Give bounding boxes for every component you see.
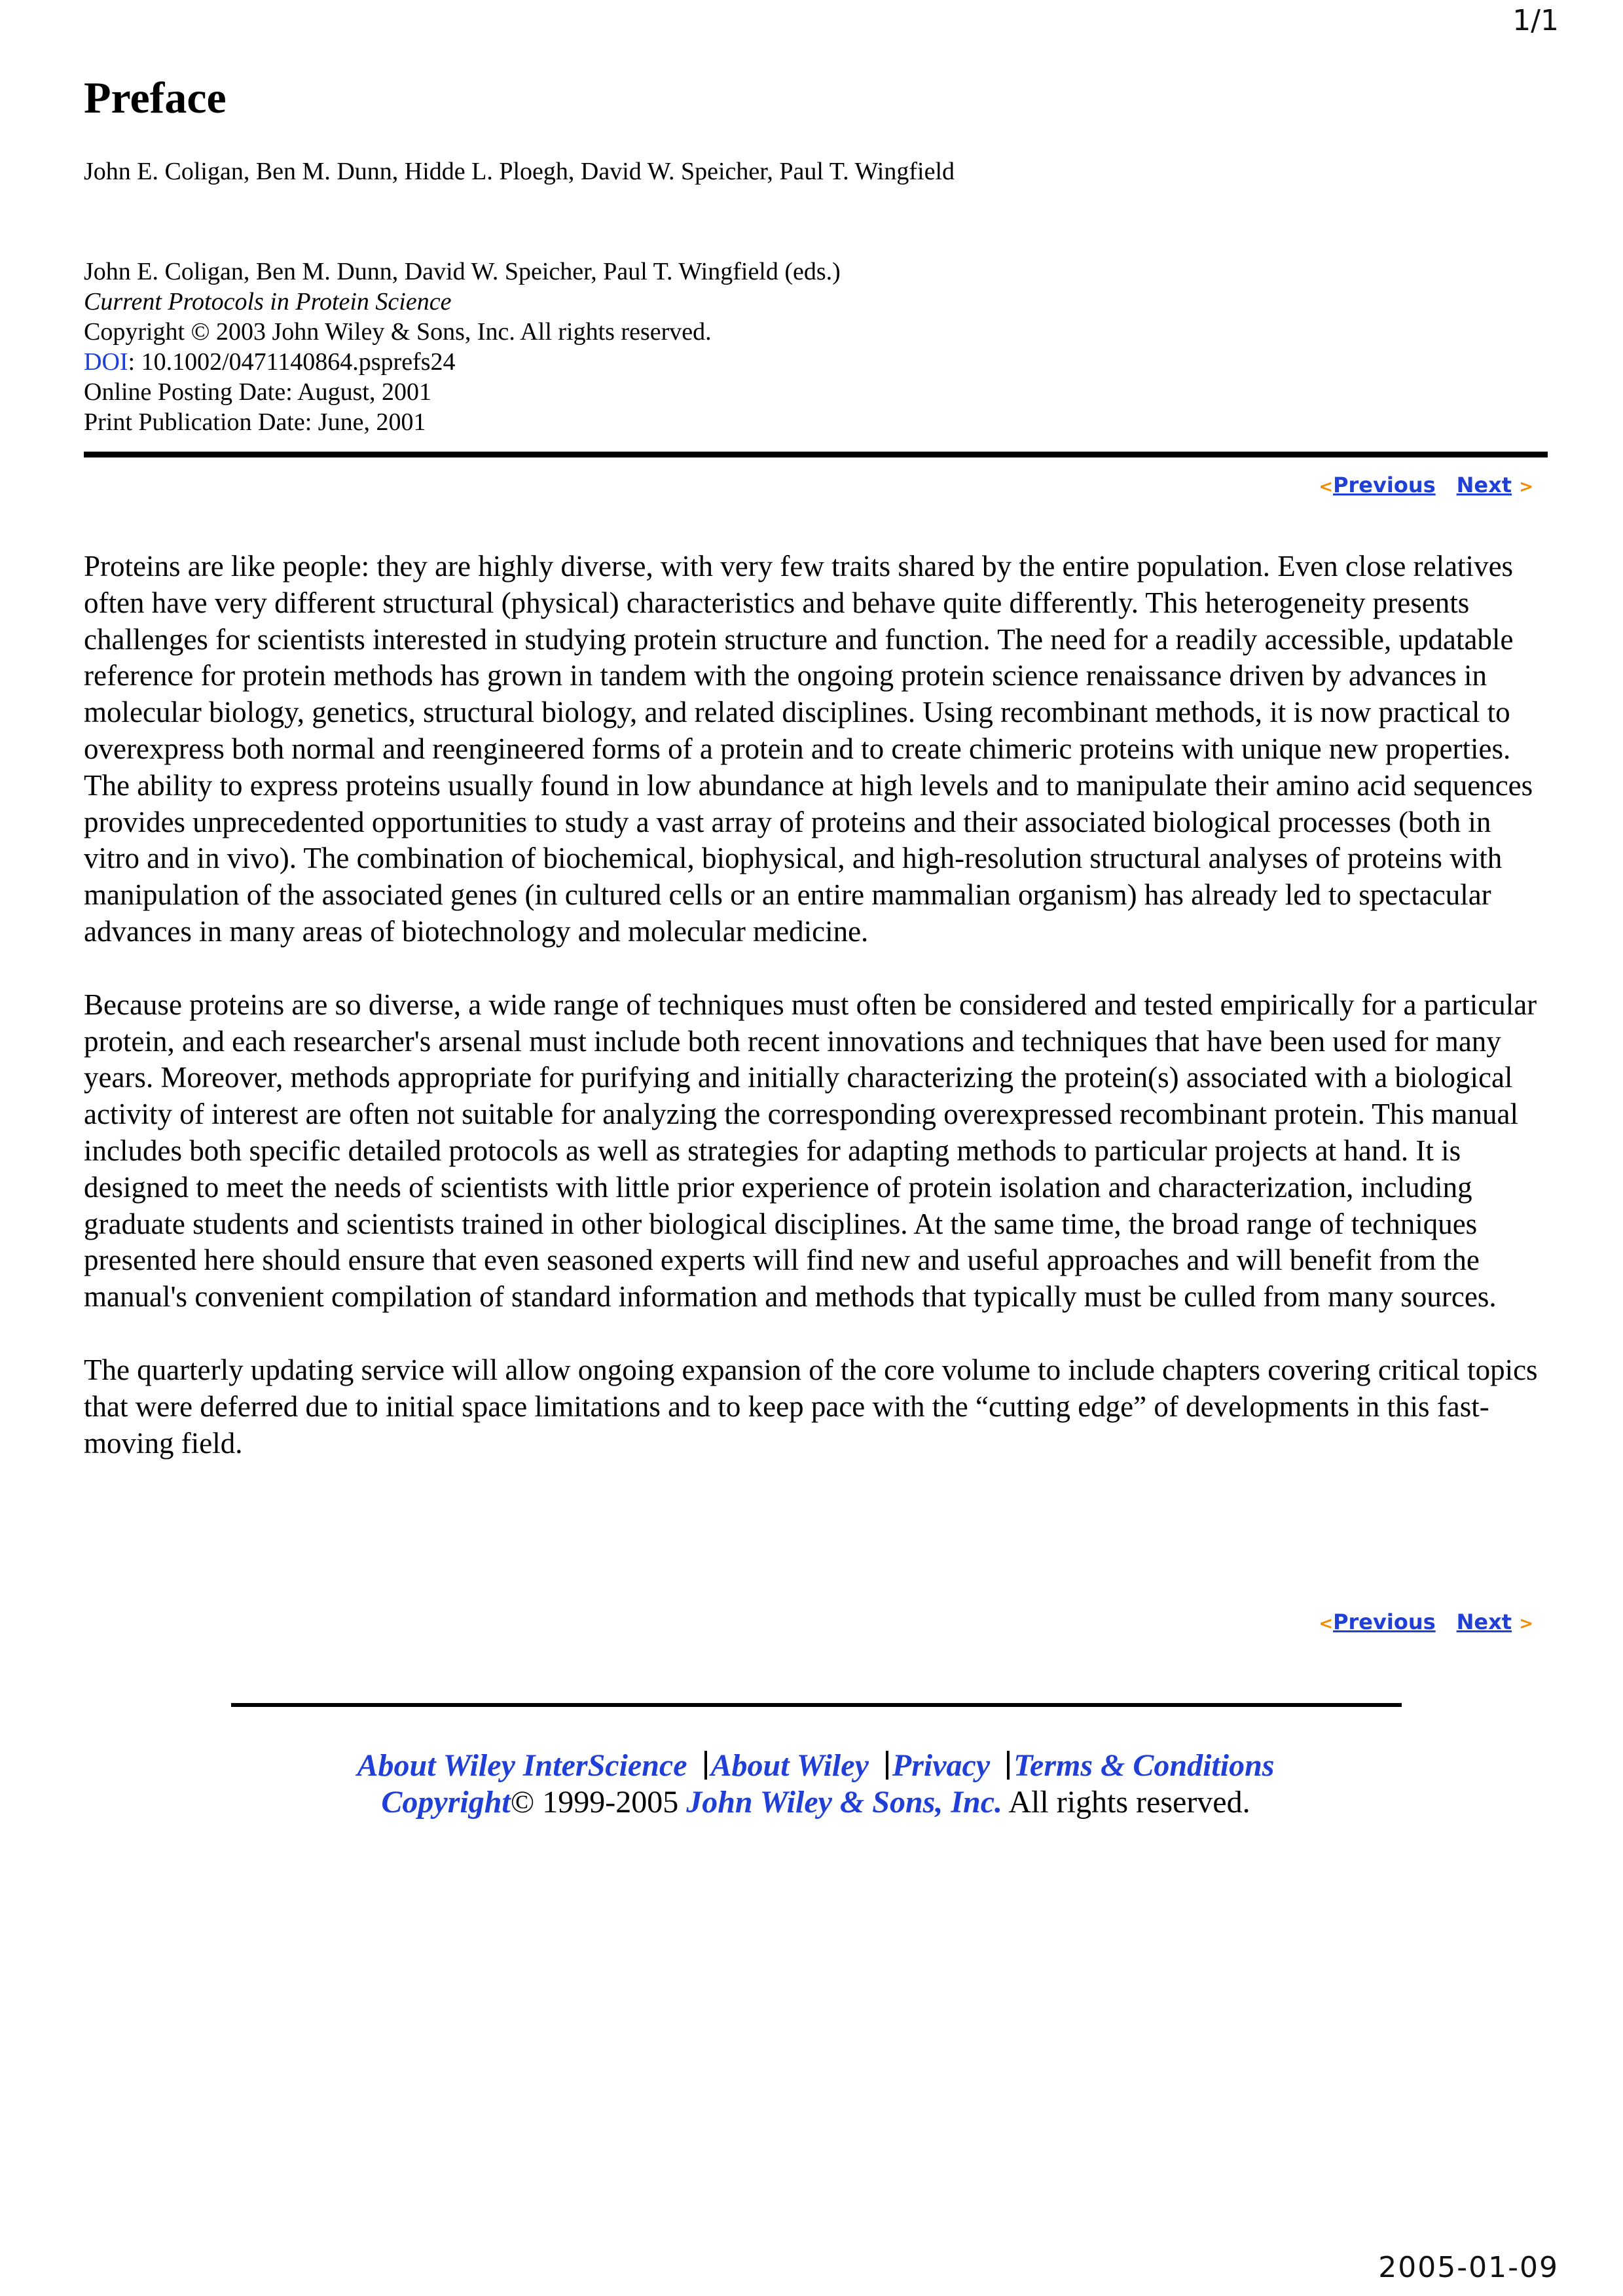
- paragraph-3: The quarterly updating service will allow ongoing expansion of the core volume to include chapters covering critical topics that were deferred due to initial space limitations and to keep pace with the “cutting edge” of developments in this fast-moving field.: [84, 1353, 1538, 1460]
- copyright-link[interactable]: Copyright: [381, 1785, 511, 1820]
- footer-divider: [231, 1703, 1402, 1707]
- page-number: 1/1: [1512, 4, 1559, 37]
- print-date: 2005-01-09: [1378, 2251, 1559, 2284]
- page-title: Preface: [84, 73, 227, 122]
- about-wiley-link[interactable]: About Wiley: [710, 1748, 869, 1783]
- next-link[interactable]: Next: [1456, 1609, 1512, 1634]
- online-posting-date: Online Posting Date: August, 2001: [84, 378, 431, 406]
- copyright-line: Copyright © 2003 John Wiley & Sons, Inc. All rights reserved.: [84, 318, 712, 346]
- print-publication-date: Print Publication Date: June, 2001: [84, 408, 426, 436]
- site-footer: [84, 1748, 1548, 1821]
- footer-links: [84, 1748, 1548, 1784]
- citation-block: [84, 257, 841, 437]
- doi-value: : 10.1002/0471140864.psprefs24: [128, 348, 456, 376]
- paragraph-2: Because proteins are so diverse, a wide range of techniques must often be considered and tested empirically for a particular protein, and each researcher's arsenal must include both recent innovations and techniques that have been used for many years. Moreover, methods appropriate for purifying and initially characterizing the protein(s) associated with a biological activity of interest are often not suitable for analyzing the corresponding overexpressed recombinant protein. This manual includes both specific detailed protocols as well as strategies for adapting methods to particular projects at hand. It is designed to meet the needs of scientists with little prior experience of protein isolation and characterization, including graduate students and scientists trained in other biological disciplines. At the same time, the broad range of techniques presented here should ensure that even seasoned experts will find new and useful approaches and will benefit from the manual's convenient compilation of standard information and methods that typically must be culled from many sources.: [84, 988, 1537, 1314]
- copyright-years: © 1999-2005: [510, 1785, 679, 1820]
- separator: [704, 1751, 707, 1780]
- separator: [886, 1751, 888, 1780]
- chevron-left-icon: <: [1319, 477, 1334, 497]
- header-divider: [84, 452, 1548, 457]
- separator: [1007, 1751, 1010, 1780]
- terms-link[interactable]: Terms & Conditions: [1013, 1748, 1275, 1783]
- privacy-link[interactable]: Privacy: [892, 1748, 991, 1783]
- chevron-left-icon: <: [1319, 1614, 1334, 1634]
- next-link[interactable]: Next: [1456, 473, 1512, 497]
- about-interscience-link[interactable]: About Wiley InterScience: [357, 1748, 687, 1783]
- chevron-right-icon: >: [1519, 477, 1533, 497]
- footer-copyright: [84, 1784, 1548, 1821]
- editors-line: John E. Coligan, Ben M. Dunn, David W. Speicher, Paul T. Wingfield (eds.): [84, 258, 841, 285]
- author-list: John E. Coligan, Ben M. Dunn, Hidde L. Ploegh, David W. Speicher, Paul T. Wingfield: [84, 158, 955, 185]
- company-link[interactable]: John Wiley & Sons, Inc.: [686, 1785, 1003, 1820]
- previous-link[interactable]: Previous: [1333, 1609, 1436, 1634]
- chevron-right-icon: >: [1519, 1614, 1533, 1634]
- rights-text: All rights reserved.: [1008, 1785, 1250, 1820]
- book-title: Current Protocols in Protein Science: [84, 288, 452, 315]
- doi-line: [84, 347, 841, 377]
- nav-bottom: [1319, 1609, 1533, 1634]
- paragraph-1: Proteins are like people: they are highly diverse, with very few traits shared by the entire population. Even close relatives often have very different structural (physical) characteristics and behave quite differently. This heterogeneity presents challenges for scientists interested in studying protein structure and function. The need for a readily accessible, updatable reference for protein methods has grown in tandem with the ongoing protein science renaissance driven by advances in molecular biology, genetics, structural biology, and related disciplines. Using recombinant methods, it is now practical to overexpress both normal and reengineered forms of a protein and to create chimeric proteins with unique new properties. The ability to express proteins usually found in low abundance at high levels and to manipulate their amino acid sequences provides unprecedented opportunities to study a vast array of proteins and their associated biological processes (both in vitro and in vivo). The combination of biochemical, biophysical, and high-resolution structural analyses of proteins with manipulation of the associated genes (in cultured cells or an entire mammalian organism) has already led to spectacular advances in many areas of biotechnology and molecular medicine.: [84, 550, 1533, 948]
- previous-link[interactable]: Previous: [1333, 473, 1436, 497]
- doi-link[interactable]: DOI: [84, 348, 128, 376]
- article-body: [84, 548, 1548, 1498]
- nav-top: [1319, 473, 1533, 497]
